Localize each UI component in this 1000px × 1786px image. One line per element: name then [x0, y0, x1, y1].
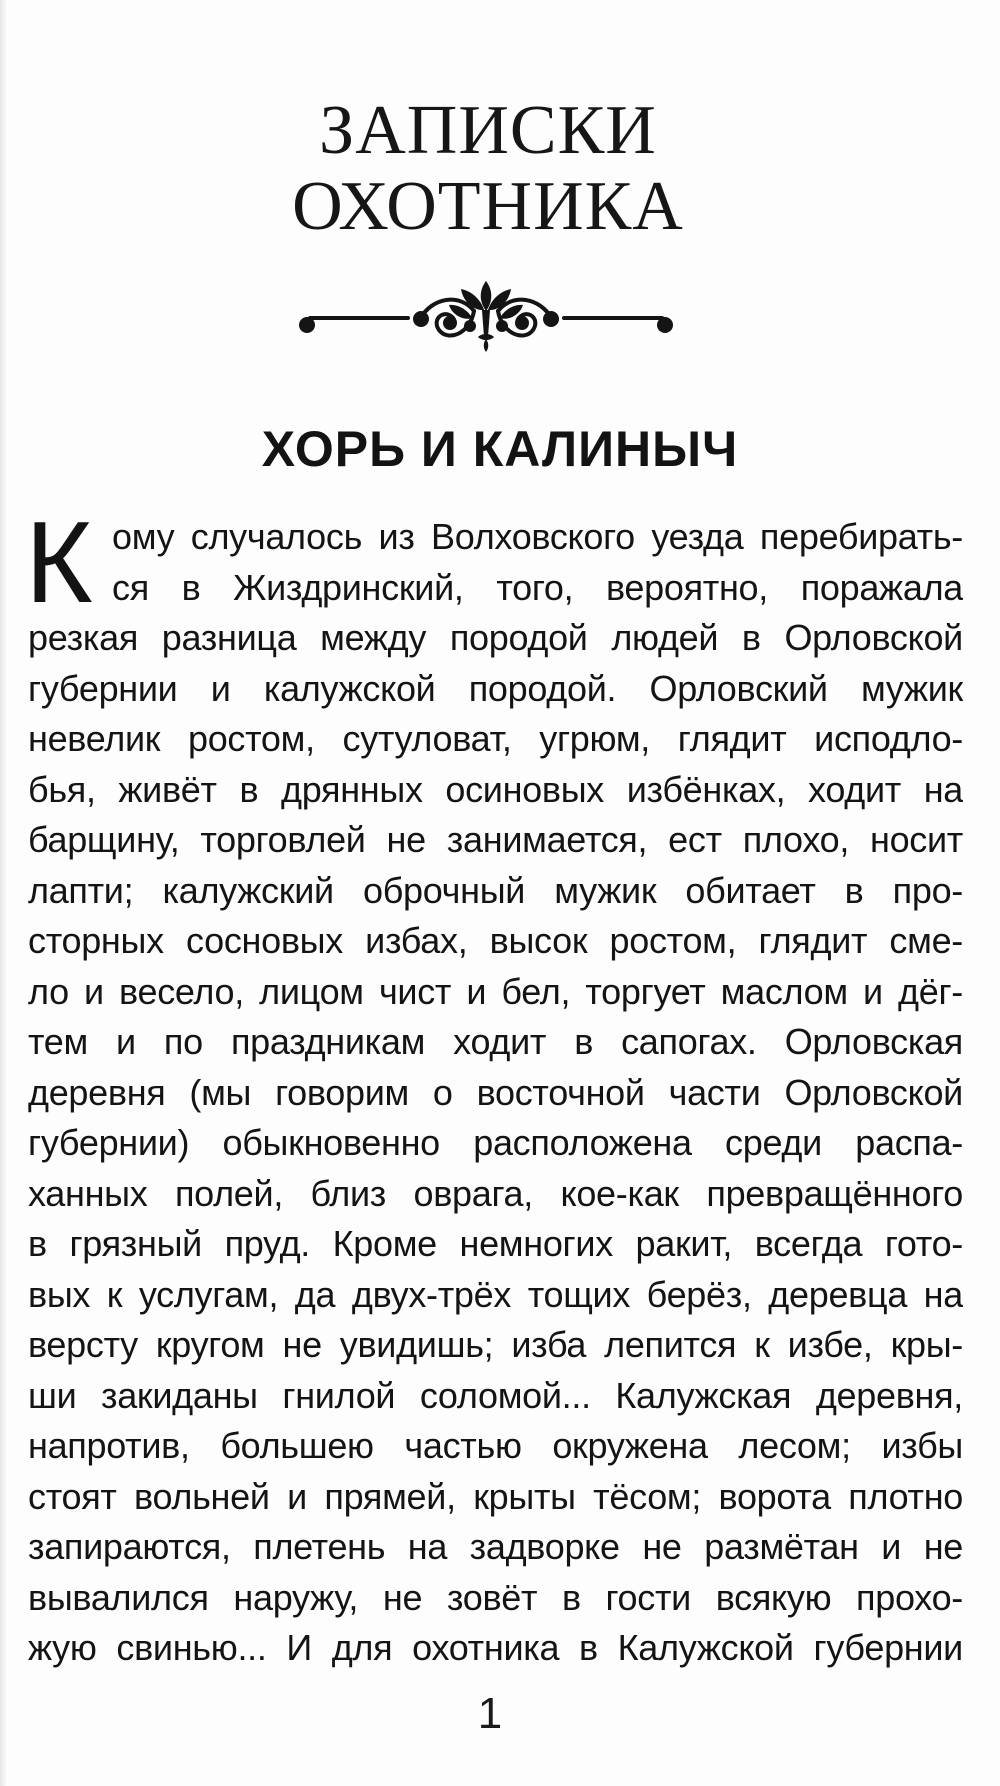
- text-line: барщину, торговлей не занимается, ест плохо, носит: [28, 819, 963, 860]
- text-line: резкая разница между породой людей в Орловской: [28, 617, 963, 658]
- text-line: ому случалось из Волховского уезда перебирать-: [112, 516, 963, 557]
- text-line: вывалился наружу, не зовёт в гости всякую прохо-: [28, 1576, 963, 1618]
- text-line: вых к услугам, да двух-трёх тощих берёз, деревца на: [28, 1273, 963, 1315]
- text-line: тем и по праздникам ходит в сапогах. Орловская: [28, 1021, 963, 1062]
- book-title-line2: ОХОТНИКА: [292, 168, 684, 245]
- text-line: ши закиданы гнилой соломой... Калужская деревня,: [28, 1374, 963, 1416]
- book-title-line1: ЗАПИСКИ: [319, 92, 657, 169]
- book-title: [0, 93, 976, 245]
- text-line: лапти; калужский оброчный мужик обитает в про-: [28, 869, 963, 911]
- text-line: ханных полей, близ оврага, кое-как превращённого: [28, 1172, 963, 1214]
- text-line: в грязный пруд. Кроме немногих ракит, всегда гото-: [28, 1223, 963, 1264]
- text-line: запираются, плетень на задворке не размётан и не: [28, 1526, 963, 1567]
- text-line: напротив, большею частью окружена лесом; избы: [28, 1425, 963, 1466]
- page-number: 1: [477, 1689, 503, 1738]
- chapter-title: ХОРЬ И КАЛИНЫЧ: [261, 421, 739, 477]
- body-text: [28, 512, 963, 1674]
- text-line: сторных сосновых избах, высок ростом, глядит сме-: [28, 920, 963, 961]
- floral-divider-icon: [296, 280, 676, 354]
- text-line: губернии и калужской породой. Орловский мужик: [28, 667, 963, 709]
- text-line: бья, живёт в дрянных осиновых избёнках, ходит на: [28, 768, 963, 810]
- text-line: ло и весело, лицом чист и бел, торгует маслом и дёг-: [28, 970, 963, 1012]
- text-line: стоят вольней и прямей, крыты тёсом; ворота плотно: [28, 1475, 963, 1517]
- text-line: жую свинью... И для охотника в Калужской губернии: [28, 1627, 963, 1668]
- text-line: версту кругом не увидишь; изба лепится к избе, кры-: [28, 1324, 963, 1365]
- text-line: губернии) обыкновенно расположена среди распа-: [28, 1122, 963, 1163]
- text-line: деревня (мы говорим о восточной части Орловской: [28, 1071, 963, 1113]
- text-line: невелик ростом, сутуловат, угрюм, глядит исподло-: [28, 718, 963, 759]
- text-line: ся в Жиздринский, того, вероятно, поражала: [112, 566, 963, 608]
- drop-cap: К: [25, 497, 93, 627]
- scan-edge-shadow: [0, 0, 7, 1786]
